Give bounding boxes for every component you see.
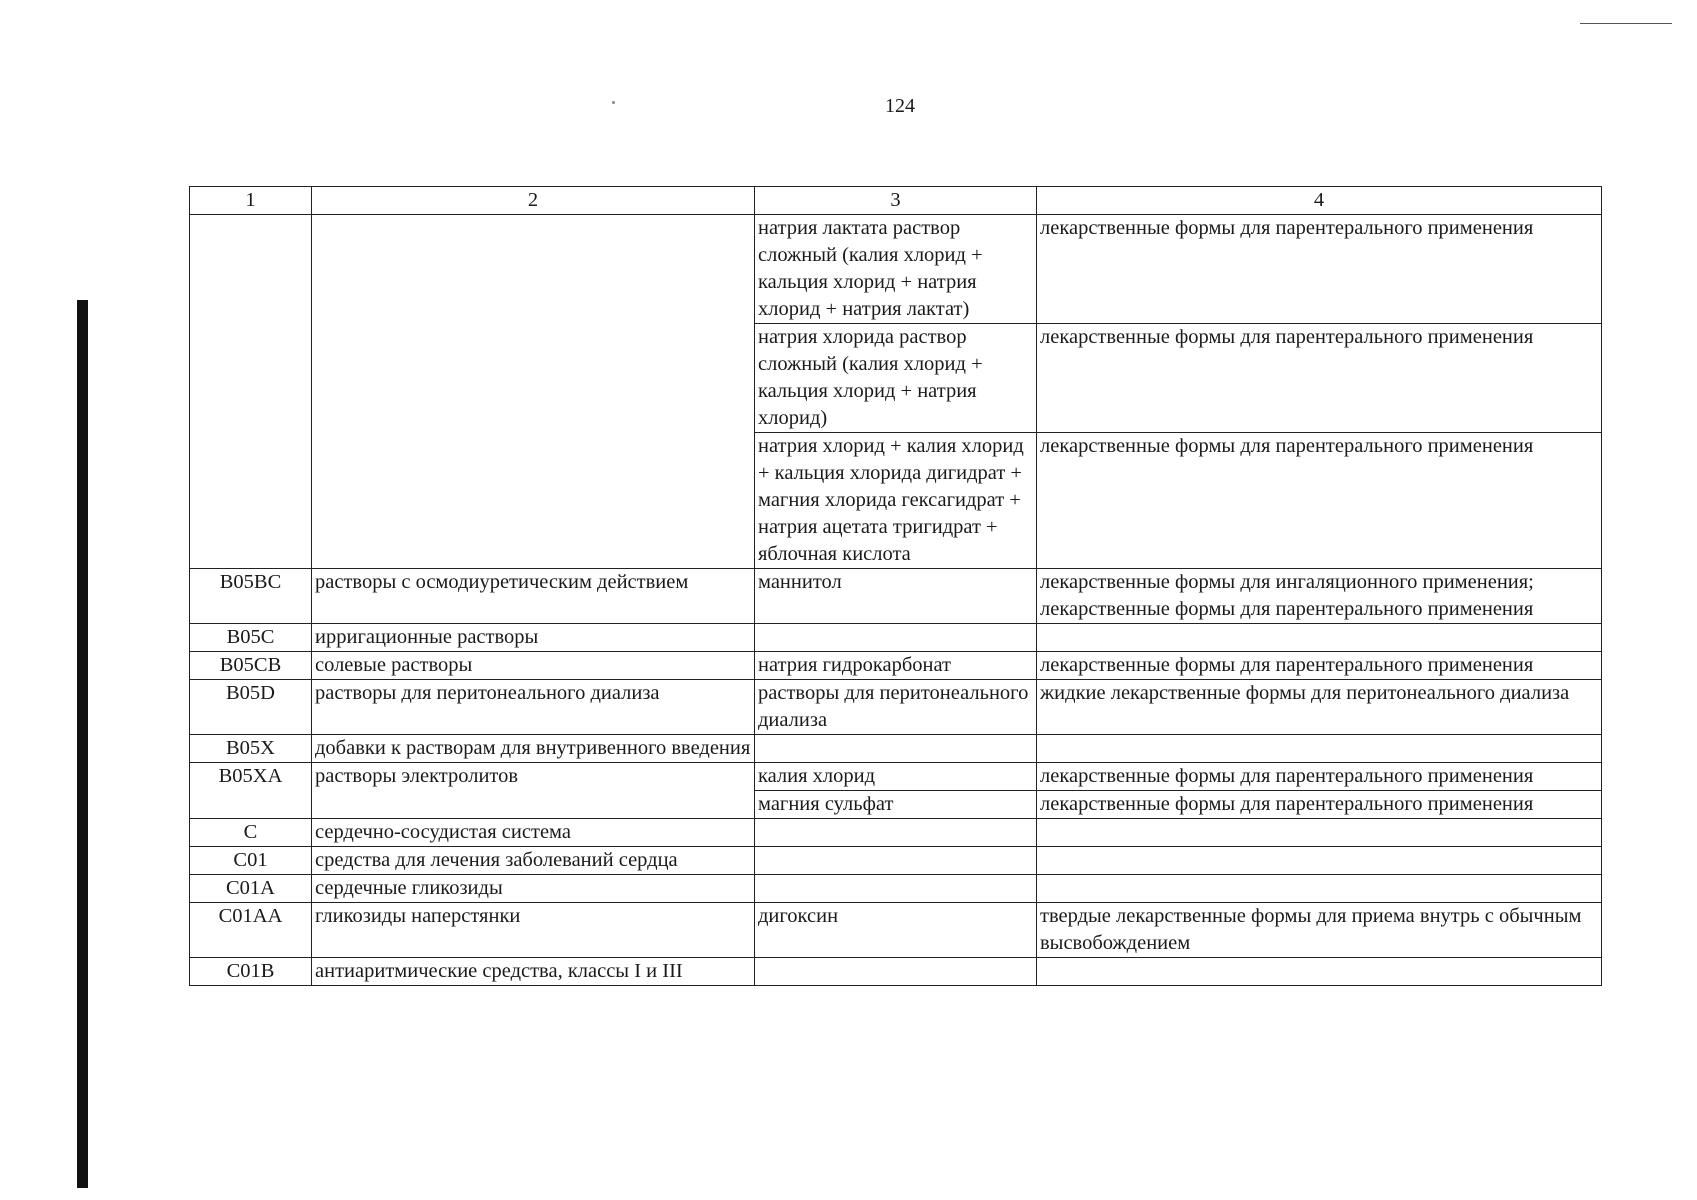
- form-cell: [1037, 819, 1602, 847]
- drug-cell: [755, 819, 1037, 847]
- drug-table-wrapper: [189, 186, 1601, 986]
- drug-cell: натрия гидрокарбонат: [755, 652, 1037, 680]
- code-cell: B05C: [190, 624, 312, 652]
- drug-table: [189, 186, 1602, 986]
- table-row: [190, 569, 1602, 624]
- form-cell: [1037, 735, 1602, 763]
- drug-cell: маннитол: [755, 569, 1037, 624]
- table-row: [190, 680, 1602, 735]
- table-row: [190, 215, 1602, 324]
- group-cell: средства для лечения заболеваний сердца: [312, 847, 755, 875]
- drug-cell: натрия лактата раствор сложный (калия хлорид + кальция хлорид + натрия хлорид + натрия лактат): [755, 215, 1037, 324]
- drug-cell: [755, 958, 1037, 986]
- form-cell: лекарственные формы для парентерального применения: [1037, 433, 1602, 569]
- drug-cell: [755, 735, 1037, 763]
- form-cell: лекарственные формы для парентерального применения: [1037, 791, 1602, 819]
- header-cell-1: 1: [190, 187, 312, 215]
- group-cell: сердечно-сосудистая система: [312, 819, 755, 847]
- drug-cell: магния сульфат: [755, 791, 1037, 819]
- header-cell-3: 3: [755, 187, 1037, 215]
- header-cell-2: 2: [312, 187, 755, 215]
- drug-cell: натрия хлорид + калия хлорид + кальция хлорида дигидрат + магния хлорида гексагидрат + натрия ацетата тригидрат + яблочная кислота: [755, 433, 1037, 569]
- form-cell: [1037, 958, 1602, 986]
- form-cell: лекарственные формы для парентерального применения: [1037, 652, 1602, 680]
- form-cell: лекарственные формы для парентерального применения: [1037, 763, 1602, 791]
- header-row: [190, 187, 1602, 215]
- form-cell: жидкие лекарственные формы для перитонеального диализа: [1037, 680, 1602, 735]
- form-cell: лекарственные формы для парентерального применения: [1037, 215, 1602, 324]
- group-cell: растворы с осмодиуретическим действием: [312, 569, 755, 624]
- group-cell: гликозиды наперстянки: [312, 903, 755, 958]
- code-cell: [190, 215, 312, 569]
- code-cell: B05X: [190, 735, 312, 763]
- form-cell: [1037, 847, 1602, 875]
- group-cell: сердечные гликозиды: [312, 875, 755, 903]
- drug-cell: дигоксин: [755, 903, 1037, 958]
- page-number: 124: [885, 95, 915, 117]
- top-rule: [1580, 23, 1672, 24]
- form-cell: [1037, 624, 1602, 652]
- table-row: [190, 847, 1602, 875]
- table-row: [190, 652, 1602, 680]
- table-row: [190, 903, 1602, 958]
- drug-cell: натрия хлорида раствор сложный (калия хлорид + кальция хлорид + натрия хлорид): [755, 324, 1037, 433]
- table-row: [190, 735, 1602, 763]
- form-cell: твердые лекарственные формы для приема внутрь с обычным высвобождением: [1037, 903, 1602, 958]
- form-cell: лекарственные формы для парентерального применения: [1037, 324, 1602, 433]
- drug-cell: [755, 875, 1037, 903]
- code-cell: C01B: [190, 958, 312, 986]
- code-cell: C01: [190, 847, 312, 875]
- table-row: [190, 875, 1602, 903]
- code-cell: C01AA: [190, 903, 312, 958]
- table-row: [190, 958, 1602, 986]
- drug-cell: калия хлорид: [755, 763, 1037, 791]
- drug-cell: [755, 624, 1037, 652]
- code-cell: B05CB: [190, 652, 312, 680]
- code-cell: B05XA: [190, 763, 312, 819]
- header-cell-4: 4: [1037, 187, 1602, 215]
- form-cell: лекарственные формы для ингаляционного применения; лекарственные формы для парентерального применения: [1037, 569, 1602, 624]
- group-cell: антиаритмические средства, классы I и III: [312, 958, 755, 986]
- table-row: [190, 624, 1602, 652]
- form-cell: [1037, 875, 1602, 903]
- group-cell: добавки к растворам для внутривенного введения: [312, 735, 755, 763]
- scan-binder-bar: [77, 300, 88, 1188]
- group-cell: [312, 215, 755, 569]
- code-cell: C01A: [190, 875, 312, 903]
- code-cell: B05BC: [190, 569, 312, 624]
- table-row: [190, 819, 1602, 847]
- group-cell: ирригационные растворы: [312, 624, 755, 652]
- group-cell: растворы для перитонеального диализа: [312, 680, 755, 735]
- code-cell: C: [190, 819, 312, 847]
- table-row: [190, 763, 1602, 791]
- drug-cell: растворы для перитонеального диализа: [755, 680, 1037, 735]
- group-cell: солевые растворы: [312, 652, 755, 680]
- code-cell: B05D: [190, 680, 312, 735]
- drug-cell: [755, 847, 1037, 875]
- group-cell: растворы электролитов: [312, 763, 755, 819]
